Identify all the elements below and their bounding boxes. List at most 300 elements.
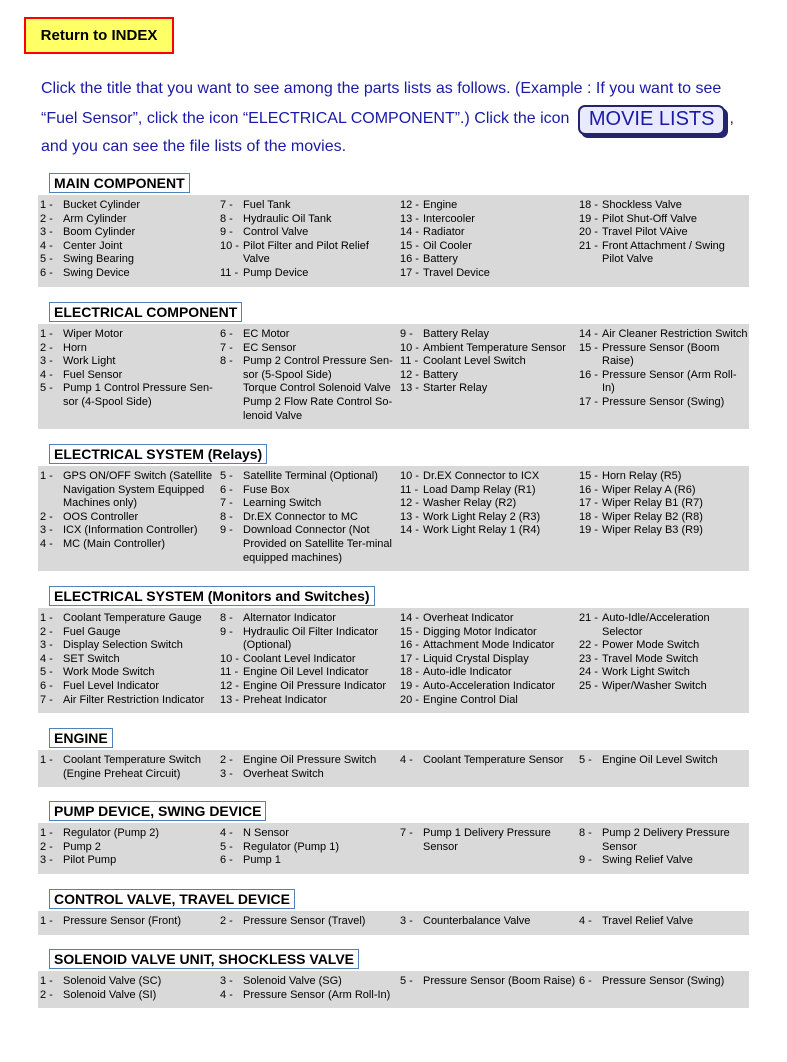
list-item: [38, 854, 218, 868]
parts-column: [218, 328, 398, 423]
section-title-main-component[interactable]: MAIN COMPONENT: [49, 173, 190, 193]
item-label: Auto-Idle/Acceleration Selector: [602, 612, 710, 638]
item-label: Hydraulic Oil Filter Indicator (Optional): [243, 625, 379, 652]
item-label: Solenoid Valve (SI): [63, 988, 157, 1001]
parts-column: [398, 612, 577, 707]
item-number: 22 -: [579, 639, 598, 652]
item-label: Pump 1 Delivery Pressure Sensor: [423, 827, 551, 853]
item-number: 20 -: [400, 693, 419, 706]
parts-column: [218, 915, 398, 929]
item-number: 17 -: [400, 652, 419, 665]
item-label: Wiper Motor: [63, 328, 123, 340]
item-number: 18 -: [400, 666, 419, 679]
item-label: Digging Motor Indicator: [423, 625, 537, 638]
item-number: 15 -: [400, 239, 419, 252]
parts-column: [38, 470, 218, 565]
item-label: Wiper Relay B2 (R8): [602, 510, 703, 523]
item-number: 10 -: [400, 341, 419, 354]
item-number: 8 -: [220, 212, 233, 225]
list-item: [218, 226, 398, 240]
list-item: [398, 666, 577, 680]
item-label: Satellite Terminal (Optional): [243, 470, 378, 482]
list-item: [577, 854, 749, 868]
section-title-control-valve-travel-device[interactable]: CONTROL VALVE, TRAVEL DEVICE: [49, 889, 295, 909]
section-solenoid-valve-shockless-valve: [38, 949, 749, 1008]
item-label: Preheat Indicator: [243, 693, 327, 706]
list-item: [218, 396, 398, 423]
item-label: Intercooler: [423, 212, 475, 225]
item-number: 21 -: [579, 612, 598, 624]
item-number: 4 -: [220, 988, 233, 1001]
list-item: [218, 199, 398, 213]
item-number: 5 -: [400, 975, 413, 987]
section-electrical-component: [38, 302, 749, 429]
item-label: Fuel Level Indicator: [63, 679, 159, 692]
item-number: 1 -: [40, 612, 53, 624]
item-label: Swing Bearing: [63, 253, 134, 266]
parts-column: [218, 754, 398, 781]
item-number: 13 -: [400, 510, 419, 523]
item-number: 8 -: [220, 510, 233, 523]
section-body: [38, 466, 749, 571]
item-label: Battery Relay: [423, 328, 490, 340]
item-label: Pump 1: [243, 854, 281, 867]
list-item: [38, 639, 218, 653]
item-label: Display Selection Switch: [63, 639, 183, 652]
item-label: Radiator: [423, 226, 465, 239]
section-body: [38, 750, 749, 787]
item-number: 14 -: [400, 612, 419, 624]
list-item: [38, 328, 218, 342]
list-item: [398, 382, 577, 396]
item-label: Coolant Temperature Gauge: [63, 612, 202, 624]
section-engine: [38, 728, 749, 787]
item-number: 5 -: [220, 470, 233, 482]
list-item: [38, 213, 218, 227]
item-number: 3 -: [40, 524, 53, 537]
item-number: 14 -: [579, 328, 598, 340]
list-item: [398, 355, 577, 369]
item-number: 4 -: [400, 754, 413, 766]
item-label: Fuel Gauge: [63, 625, 121, 638]
item-label: N Sensor: [243, 827, 289, 839]
item-number: 6 -: [220, 328, 233, 340]
list-item: [577, 612, 749, 639]
parts-column: [577, 915, 749, 929]
item-label: Pressure Sensor (Boom Raise): [423, 975, 576, 987]
item-number: 12 -: [400, 368, 419, 381]
section-body: [38, 608, 749, 713]
list-item: [218, 612, 398, 626]
list-item: [218, 975, 398, 989]
movie-lists-button[interactable]: MOVIE LISTS: [578, 105, 726, 135]
item-label: Pressure Sensor (Swing): [602, 975, 725, 987]
item-number: 6 -: [40, 266, 53, 279]
list-item: [38, 612, 218, 626]
list-item: [398, 680, 577, 694]
list-item: [218, 240, 398, 267]
item-label: Pump 2: [63, 840, 101, 853]
list-item: [218, 915, 398, 929]
list-item: [218, 342, 398, 356]
item-number: 11 -: [400, 483, 419, 496]
list-item: [398, 484, 577, 498]
item-label: Bucket Cylinder: [63, 199, 141, 211]
section-body: [38, 911, 749, 935]
list-item: [38, 626, 218, 640]
section-control-valve-travel-device: [38, 889, 749, 935]
item-number: 7 -: [220, 199, 233, 211]
section-electrical-system-monitors: [38, 586, 749, 713]
item-number: 13 -: [220, 693, 239, 706]
parts-column: [218, 199, 398, 281]
item-label: Wiper Relay B1 (R7): [602, 497, 703, 510]
item-label: Control Valve: [243, 226, 309, 239]
list-item: [577, 754, 749, 768]
item-number: 16 -: [400, 639, 419, 652]
list-item: [218, 754, 398, 768]
item-number: 1 -: [40, 328, 53, 340]
list-item: [218, 653, 398, 667]
parts-column: [218, 827, 398, 868]
item-label: Learning Switch: [243, 497, 322, 510]
item-label: Pressure Sensor (Travel): [243, 915, 366, 927]
item-number: 7 -: [400, 827, 413, 839]
item-label: Work Light Relay 1 (R4): [423, 524, 541, 537]
parts-column: [38, 199, 218, 281]
item-number: 3 -: [220, 975, 233, 987]
item-label: Regulator (Pump 2): [63, 827, 159, 839]
list-item: [577, 226, 749, 240]
item-label: MC (Main Controller): [63, 537, 166, 550]
item-number: 2 -: [40, 625, 53, 638]
item-number: 1 -: [40, 754, 53, 766]
item-label: Center Joint: [63, 239, 123, 252]
parts-column: [398, 199, 577, 281]
item-number: 11 -: [220, 266, 239, 279]
section-title-electrical-system-relays[interactable]: ELECTRICAL SYSTEM (Relays): [49, 444, 267, 464]
list-item: [577, 396, 749, 410]
list-item: [398, 253, 577, 267]
list-item: [218, 470, 398, 484]
item-label: Washer Relay (R2): [423, 497, 517, 510]
item-number: 17 -: [579, 395, 598, 408]
item-label: Travel Mode Switch: [602, 652, 699, 665]
parts-column: [38, 915, 218, 929]
list-item: [577, 497, 749, 511]
item-number: 13 -: [400, 212, 419, 225]
list-item: [398, 226, 577, 240]
list-item: [398, 328, 577, 342]
list-item: [577, 369, 749, 396]
list-item: [398, 240, 577, 254]
list-item: [38, 355, 218, 369]
item-number: 9 -: [220, 226, 233, 239]
list-item: [577, 240, 749, 267]
item-label: Starter Relay: [423, 382, 488, 395]
section-main-component: [38, 173, 749, 287]
item-label: Pilot Pump: [63, 854, 117, 867]
item-label: Front Attachment / Swing Pilot Valve: [602, 239, 725, 266]
list-item: [577, 680, 749, 694]
list-item: [38, 827, 218, 841]
item-label: Dr.EX Connector to ICX: [423, 470, 540, 482]
parts-column: [577, 199, 749, 281]
list-item: [218, 768, 398, 782]
parts-column: [398, 915, 577, 929]
item-number: 20 -: [579, 226, 598, 239]
item-label: Swing Device: [63, 266, 130, 279]
item-label: Wiper Relay A (R6): [602, 483, 696, 496]
list-item: [38, 694, 218, 708]
item-number: 5 -: [40, 666, 53, 679]
list-item: [577, 653, 749, 667]
list-item: [38, 975, 218, 989]
list-item: [38, 240, 218, 254]
list-item: [577, 470, 749, 484]
item-label: Alternator Indicator: [243, 612, 336, 624]
item-number: 16 -: [579, 483, 598, 496]
list-item: [218, 666, 398, 680]
list-item: [577, 827, 749, 854]
item-label: Pressure Sensor (Front): [63, 915, 181, 927]
item-label: Pressure Sensor (Swing): [602, 395, 725, 408]
item-label: Engine Oil Level Indicator: [243, 666, 369, 679]
item-number: 7 -: [220, 497, 233, 510]
section-title-solenoid-valve-shockless-valve[interactable]: SOLENOID VALVE UNIT, SHOCKLESS VALVE: [49, 949, 359, 969]
parts-column: [398, 470, 577, 565]
item-number: 3 -: [40, 854, 53, 867]
parts-column: [38, 827, 218, 868]
section-title-electrical-system-monitors[interactable]: ELECTRICAL SYSTEM (Monitors and Switches): [49, 586, 375, 606]
item-label: Work Light Switch: [602, 666, 690, 679]
item-label: Coolant Level Indicator: [243, 652, 356, 665]
item-label: OOS Controller: [63, 510, 139, 523]
list-item: [38, 511, 218, 525]
list-item: [38, 226, 218, 240]
item-number: 11 -: [400, 355, 419, 368]
list-item: [398, 639, 577, 653]
list-item: [398, 369, 577, 383]
section-title-engine[interactable]: ENGINE: [49, 728, 113, 748]
item-label: Overheat Switch: [243, 767, 324, 780]
parts-column: [577, 470, 749, 565]
item-label: Work Mode Switch: [63, 666, 155, 679]
list-item: [218, 328, 398, 342]
parts-column: [398, 328, 577, 423]
item-number: 11 -: [220, 666, 239, 679]
intro-text-1: Click the title that you want to see among the parts lists as follows. (Example : If you want to see “Fuel Sensor”, click the icon “ELECTRICAL COMPONENT”.) Click the icon: [41, 80, 722, 127]
item-label: Pump 2 Control Pressure Sen-sor (5-Spool Side): [243, 355, 393, 381]
item-number: 19 -: [579, 524, 598, 537]
item-label: Fuel Sensor: [63, 368, 123, 381]
section-title-electrical-component[interactable]: ELECTRICAL COMPONENT: [49, 302, 242, 322]
item-number: 9 -: [220, 524, 233, 537]
item-number: 9 -: [220, 625, 233, 638]
item-label: Auto-idle Indicator: [423, 666, 512, 679]
section-body: [38, 823, 749, 874]
item-number: 17 -: [400, 266, 419, 279]
item-label: Oil Cooler: [423, 239, 472, 252]
item-label: GPS ON/OFF Switch (Satellite Navigation System Equipped Machines only): [63, 470, 213, 510]
item-number: 1 -: [40, 470, 53, 482]
item-number: 19 -: [400, 679, 419, 692]
item-label: Download Connector (Not Provided on Satellite Ter-minal equipped machines): [243, 524, 392, 564]
item-number: 2 -: [40, 510, 53, 523]
item-number: 6 -: [40, 679, 53, 692]
list-item: [398, 975, 577, 989]
item-label: Horn: [63, 341, 87, 354]
item-number: 2 -: [40, 988, 53, 1001]
item-label: Battery: [423, 253, 458, 266]
section-body: [38, 971, 749, 1008]
item-label: Travel Device: [423, 266, 490, 279]
item-number: 3 -: [40, 639, 53, 652]
item-number: 17 -: [579, 497, 598, 510]
item-label: Air Filter Restriction Indicator: [63, 693, 205, 706]
list-item: [38, 382, 218, 409]
item-number: 24 -: [579, 666, 598, 679]
item-number: 13 -: [400, 382, 419, 395]
list-item: [398, 199, 577, 213]
item-label: Pressure Sensor (Arm Roll-In): [243, 988, 391, 1001]
item-number: 1 -: [40, 199, 53, 211]
item-number: 10 -: [220, 239, 239, 252]
item-label: Boom Cylinder: [63, 226, 136, 239]
list-item: [398, 497, 577, 511]
list-item: [218, 484, 398, 498]
item-number: 25 -: [579, 679, 598, 692]
list-item: [38, 199, 218, 213]
list-item: [398, 653, 577, 667]
return-to-index-button[interactable]: Return to INDEX: [24, 17, 174, 54]
item-number: 15 -: [579, 470, 598, 482]
list-item: [398, 626, 577, 640]
item-number: 1 -: [40, 915, 53, 927]
item-number: 1 -: [40, 975, 53, 987]
list-item: [38, 754, 218, 781]
item-label: Regulator (Pump 1): [243, 840, 339, 853]
list-item: [218, 989, 398, 1003]
item-number: 2 -: [220, 915, 233, 927]
item-number: 4 -: [40, 239, 53, 252]
item-number: 4 -: [40, 652, 53, 665]
list-item: [38, 267, 218, 281]
parts-column: [577, 975, 749, 1002]
item-number: 9 -: [579, 854, 592, 867]
list-item: [398, 470, 577, 484]
item-label: Pump Device: [243, 266, 309, 279]
item-number: 12 -: [220, 679, 239, 692]
parts-column: [38, 328, 218, 423]
parts-column: [577, 612, 749, 707]
item-label: SET Switch: [63, 652, 120, 665]
list-item: [38, 915, 218, 929]
item-label: Work Light Relay 2 (R3): [423, 510, 541, 523]
item-number: 19 -: [579, 212, 598, 225]
item-number: 23 -: [579, 652, 598, 665]
list-item: [577, 915, 749, 929]
item-label: Fuse Box: [243, 483, 290, 496]
list-item: [577, 639, 749, 653]
item-number: 14 -: [400, 226, 419, 239]
item-number: 5 -: [579, 754, 592, 766]
item-label: Wiper Relay B3 (R9): [602, 524, 703, 537]
item-number: 7 -: [40, 693, 53, 706]
list-item: [38, 841, 218, 855]
item-number: 14 -: [400, 524, 419, 537]
item-number: 3 -: [400, 915, 413, 927]
list-item: [577, 524, 749, 538]
item-label: Wiper/Washer Switch: [602, 679, 707, 692]
list-item: [398, 213, 577, 227]
list-item: [398, 524, 577, 538]
item-label: Engine Oil Pressure Indicator: [243, 679, 387, 692]
item-number: 2 -: [40, 212, 53, 225]
list-item: [218, 854, 398, 868]
item-label: Ambient Temperature Sensor: [423, 341, 566, 354]
item-label: Horn Relay (R5): [602, 470, 682, 482]
item-number: 6 -: [220, 483, 233, 496]
item-number: 5 -: [220, 840, 233, 853]
list-item: [218, 497, 398, 511]
item-label: Shockless Valve: [602, 199, 682, 211]
item-label: Pilot Filter and Pilot Relief Valve: [243, 239, 369, 266]
list-item: [38, 666, 218, 680]
list-item: [38, 989, 218, 1003]
item-label: Pilot Shut-Off Valve: [602, 212, 697, 225]
section-electrical-system-relays: [38, 444, 749, 571]
item-number: 10 -: [220, 652, 239, 665]
item-label: Air Cleaner Restriction Switch: [602, 328, 748, 340]
list-item: [398, 827, 577, 854]
item-number: 12 -: [400, 497, 419, 510]
item-label: Counterbalance Valve: [423, 915, 531, 927]
item-label: Hydraulic Oil Tank: [243, 212, 332, 225]
item-label: Solenoid Valve (SG): [243, 975, 342, 987]
intro-text-2: ,: [729, 110, 734, 127]
list-item: [38, 538, 218, 552]
item-label: Engine Oil Level Switch: [602, 754, 718, 766]
item-label: Fuel Tank: [243, 199, 291, 211]
parts-column: [577, 827, 749, 868]
list-item: [38, 253, 218, 267]
item-label: Solenoid Valve (SC): [63, 975, 162, 987]
item-label: Work Light: [63, 355, 116, 368]
list-item: [398, 754, 577, 768]
item-label: Attachment Mode Indicator: [423, 639, 555, 652]
item-number: 16 -: [579, 368, 598, 381]
item-label: EC Sensor: [243, 341, 297, 354]
item-label: Overheat Indicator: [423, 612, 514, 624]
item-label: Engine Control Dial: [423, 693, 518, 706]
list-item: [218, 267, 398, 281]
list-item: [38, 369, 218, 383]
item-label: Engine Oil Pressure Switch: [243, 754, 377, 766]
item-label: Engine: [423, 199, 458, 211]
list-item: [218, 524, 398, 565]
item-label: Coolant Temperature Sensor: [423, 754, 564, 766]
list-item: [218, 626, 398, 653]
item-label: Liquid Crystal Display: [423, 652, 529, 665]
parts-column: [398, 827, 577, 868]
item-number: 21 -: [579, 239, 598, 252]
item-number: 8 -: [579, 827, 592, 839]
list-item: [398, 612, 577, 626]
item-label: Pressure Sensor (Boom Raise): [602, 341, 720, 368]
item-label: Travel Pilot VAive: [602, 226, 688, 239]
section-title-pump-swing-device[interactable]: PUMP DEVICE, SWING DEVICE: [49, 801, 266, 821]
